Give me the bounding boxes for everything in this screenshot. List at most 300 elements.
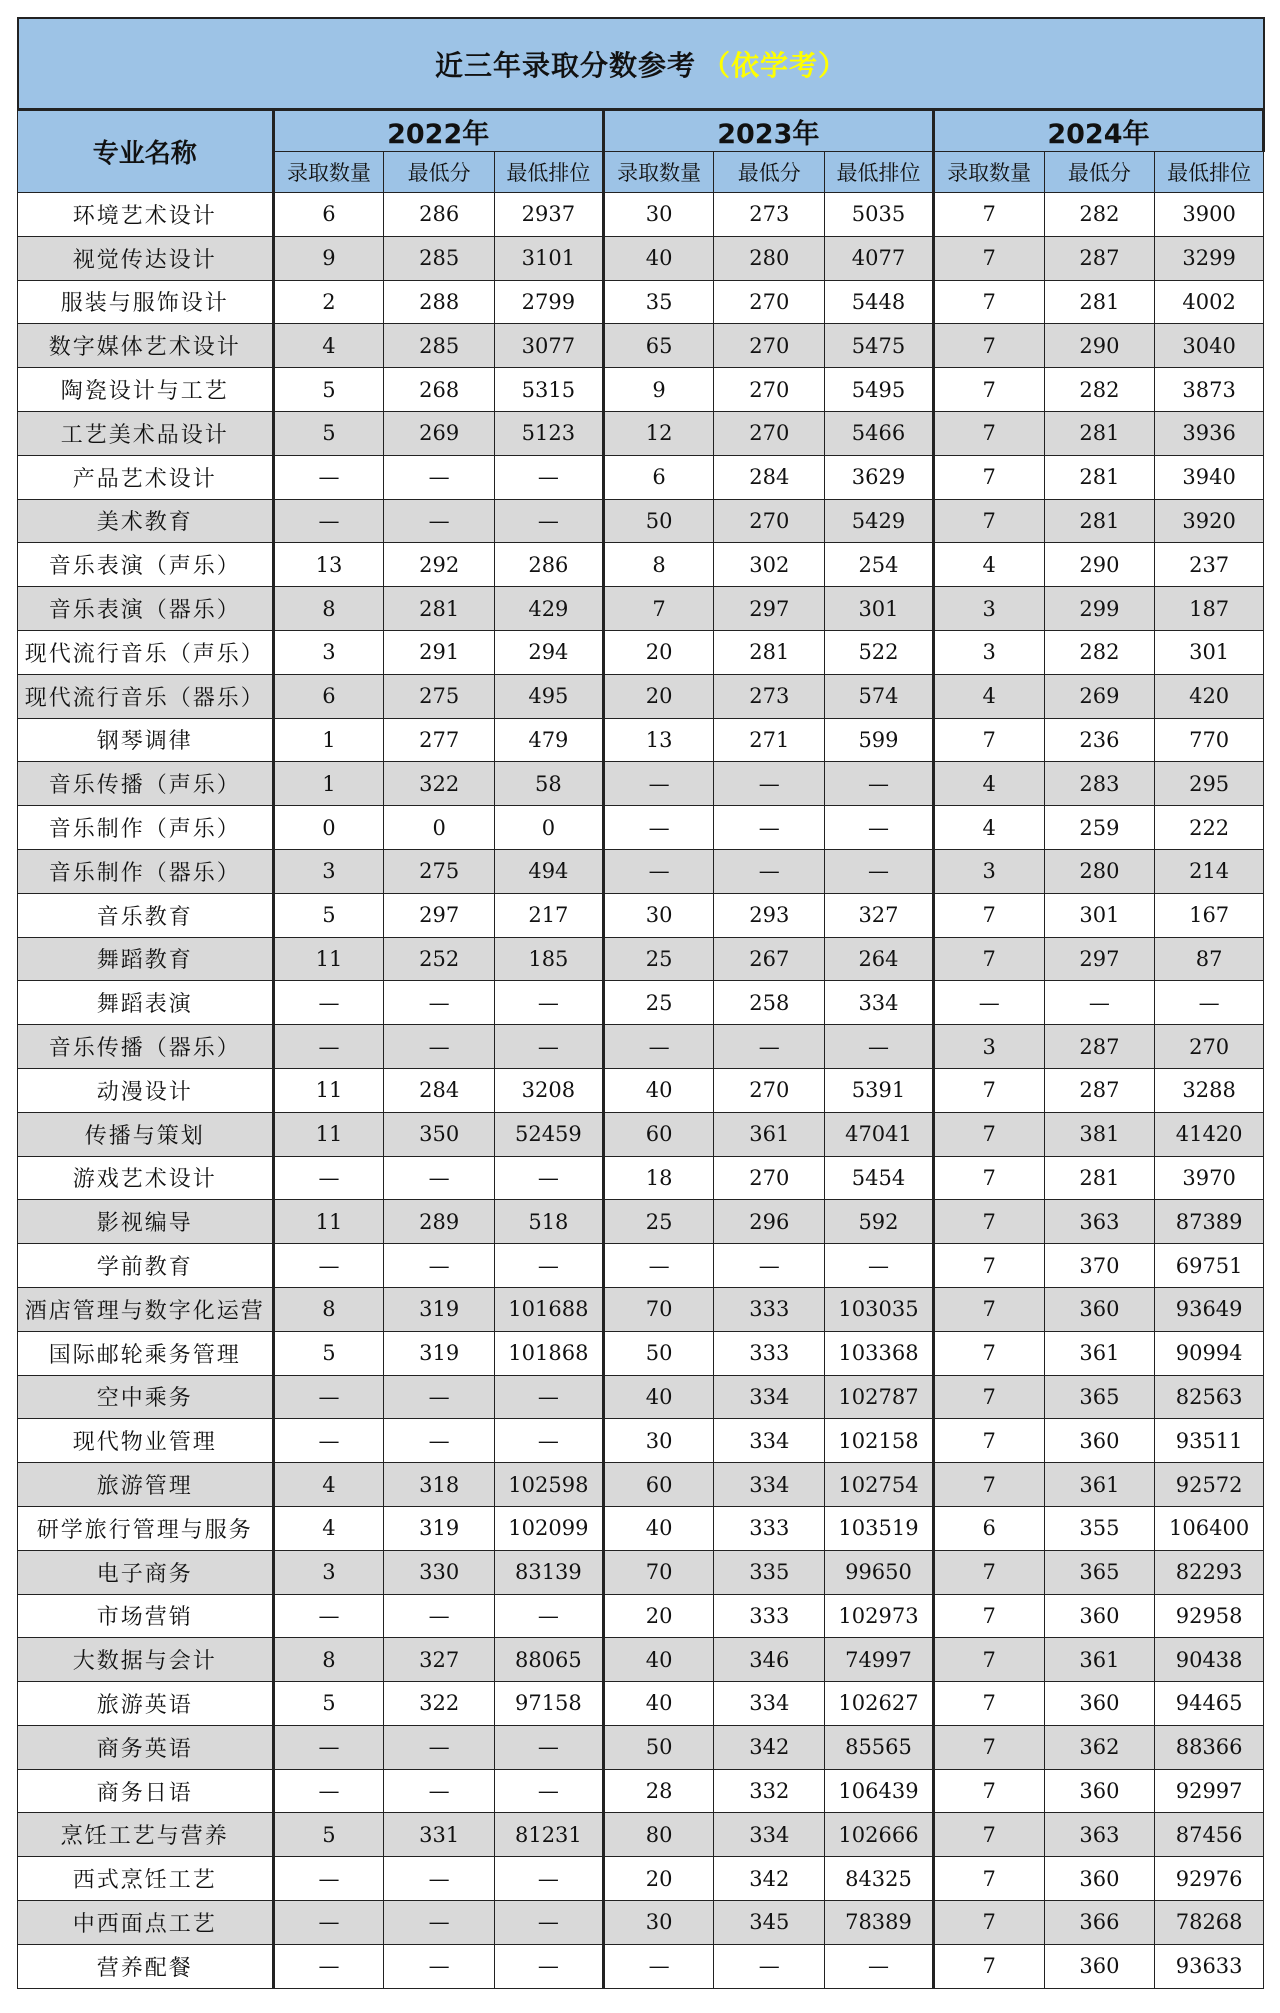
min-rank-2024-cell: 167 <box>1155 893 1264 937</box>
count-2024-cell: 4 <box>933 543 1044 587</box>
min-score-2023-cell: 284 <box>714 455 825 499</box>
min-rank-2024-cell: 270 <box>1155 1025 1264 1069</box>
count-2023-cell: — <box>603 849 714 893</box>
count-2024-cell: 7 <box>933 1857 1044 1901</box>
min-score-2023-cell: — <box>714 1025 825 1069</box>
page-title <box>17 17 1265 110</box>
min-rank-2023-cell: 334 <box>825 981 934 1025</box>
col-header-min-rank: 最低排位 <box>495 152 604 193</box>
min-score-2022-cell: 288 <box>384 280 495 324</box>
min-rank-2023-cell: 102158 <box>825 1419 934 1463</box>
min-score-2024-cell: 361 <box>1044 1638 1155 1682</box>
min-rank-2022-cell: — <box>495 499 604 543</box>
count-2024-cell: 7 <box>933 411 1044 455</box>
min-score-2022-cell: 322 <box>384 762 495 806</box>
min-rank-2023-cell: 99650 <box>825 1550 934 1594</box>
table-row <box>18 1463 1264 1507</box>
min-score-2024-cell: 360 <box>1044 1594 1155 1638</box>
min-score-2022-cell: 277 <box>384 718 495 762</box>
count-2023-cell: 30 <box>603 1901 714 1945</box>
min-score-2022-cell: 285 <box>384 236 495 280</box>
min-rank-2023-cell: 47041 <box>825 1112 934 1156</box>
min-score-2024-cell: 281 <box>1044 455 1155 499</box>
count-2022-cell: — <box>273 1156 384 1200</box>
min-rank-2024-cell: 90994 <box>1155 1331 1264 1375</box>
min-score-2023-cell: 270 <box>714 324 825 368</box>
count-2023-cell: 40 <box>603 1506 714 1550</box>
table-row <box>18 1506 1264 1550</box>
min-score-2023-cell: — <box>714 849 825 893</box>
major-name-cell: 现代流行音乐（器乐） <box>18 674 274 718</box>
count-2024-cell: — <box>933 981 1044 1025</box>
min-score-2022-cell: — <box>384 1725 495 1769</box>
min-rank-2023-cell: 327 <box>825 893 934 937</box>
min-score-2023-cell: 334 <box>714 1813 825 1857</box>
min-rank-2024-cell: 3936 <box>1155 411 1264 455</box>
table-row <box>18 1287 1264 1331</box>
min-rank-2022-cell: — <box>495 1419 604 1463</box>
min-score-2022-cell: — <box>384 1244 495 1288</box>
min-score-2022-cell: 297 <box>384 893 495 937</box>
count-2024-cell: 7 <box>933 324 1044 368</box>
min-score-2024-cell: 283 <box>1044 762 1155 806</box>
min-score-2024-cell: 281 <box>1044 280 1155 324</box>
min-score-2022-cell: 289 <box>384 1200 495 1244</box>
min-score-2023-cell: 297 <box>714 587 825 631</box>
min-rank-2023-cell: 5035 <box>825 193 934 237</box>
min-rank-2022-cell: 2937 <box>495 193 604 237</box>
min-rank-2024-cell: 41420 <box>1155 1112 1264 1156</box>
count-2023-cell: 70 <box>603 1287 714 1331</box>
min-score-2022-cell: 286 <box>384 193 495 237</box>
count-2024-cell: 3 <box>933 1025 1044 1069</box>
min-rank-2022-cell: 0 <box>495 806 604 850</box>
count-2023-cell: 20 <box>603 1594 714 1638</box>
count-2024-cell: 7 <box>933 368 1044 412</box>
table-row <box>18 324 1264 368</box>
min-score-2022-cell: — <box>384 1156 495 1200</box>
count-2022-cell: — <box>273 1244 384 1288</box>
min-rank-2024-cell: 3299 <box>1155 236 1264 280</box>
min-score-2023-cell: 270 <box>714 499 825 543</box>
count-2023-cell: 20 <box>603 630 714 674</box>
min-score-2023-cell: 273 <box>714 674 825 718</box>
major-name-cell: 现代物业管理 <box>18 1419 274 1463</box>
min-score-2023-cell: 281 <box>714 630 825 674</box>
count-2022-cell: 11 <box>273 1200 384 1244</box>
min-rank-2022-cell: — <box>495 455 604 499</box>
min-rank-2023-cell: 5429 <box>825 499 934 543</box>
min-rank-2022-cell: 102099 <box>495 1506 604 1550</box>
min-rank-2023-cell: 5466 <box>825 411 934 455</box>
count-2023-cell: 20 <box>603 674 714 718</box>
min-score-2023-cell: 342 <box>714 1725 825 1769</box>
major-name-cell: 影视编导 <box>18 1200 274 1244</box>
min-rank-2024-cell: 87456 <box>1155 1813 1264 1857</box>
min-rank-2024-cell: 93511 <box>1155 1419 1264 1463</box>
min-rank-2023-cell: — <box>825 1244 934 1288</box>
count-2022-cell: 2 <box>273 280 384 324</box>
count-2022-cell: — <box>273 1375 384 1419</box>
count-2023-cell: — <box>603 1944 714 1988</box>
min-rank-2024-cell: 3940 <box>1155 455 1264 499</box>
col-header-min-score: 最低分 <box>714 152 825 193</box>
count-2024-cell: 7 <box>933 1375 1044 1419</box>
table-row <box>18 280 1264 324</box>
table-row <box>18 543 1264 587</box>
min-score-2024-cell: 361 <box>1044 1331 1155 1375</box>
min-score-2023-cell: 270 <box>714 1156 825 1200</box>
table-row <box>18 806 1264 850</box>
count-2023-cell: 50 <box>603 499 714 543</box>
count-2024-cell: 7 <box>933 1813 1044 1857</box>
count-2024-cell: 7 <box>933 1156 1044 1200</box>
min-rank-2024-cell: 4002 <box>1155 280 1264 324</box>
min-rank-2022-cell: 101868 <box>495 1331 604 1375</box>
min-rank-2024-cell: 87389 <box>1155 1200 1264 1244</box>
min-rank-2023-cell: 522 <box>825 630 934 674</box>
min-rank-2024-cell: 87 <box>1155 937 1264 981</box>
table-row <box>18 1331 1264 1375</box>
min-score-2023-cell: 267 <box>714 937 825 981</box>
min-rank-2022-cell: 101688 <box>495 1287 604 1331</box>
min-score-2023-cell: 334 <box>714 1682 825 1726</box>
count-2024-cell: 7 <box>933 1550 1044 1594</box>
count-2022-cell: — <box>273 455 384 499</box>
min-score-2022-cell: — <box>384 1375 495 1419</box>
count-2024-cell: 7 <box>933 1463 1044 1507</box>
major-name-cell: 空中乘务 <box>18 1375 274 1419</box>
count-2024-cell: 7 <box>933 1769 1044 1813</box>
min-score-2022-cell: 292 <box>384 543 495 587</box>
major-name-cell: 环境艺术设计 <box>18 193 274 237</box>
min-score-2024-cell: 360 <box>1044 1682 1155 1726</box>
count-2022-cell: 8 <box>273 587 384 631</box>
min-rank-2023-cell: 102973 <box>825 1594 934 1638</box>
min-score-2022-cell: 269 <box>384 411 495 455</box>
min-rank-2022-cell: — <box>495 1025 604 1069</box>
count-2023-cell: — <box>603 806 714 850</box>
min-score-2024-cell: 282 <box>1044 368 1155 412</box>
min-score-2024-cell: 259 <box>1044 806 1155 850</box>
count-2023-cell: 30 <box>603 893 714 937</box>
major-name-cell: 营养配餐 <box>18 1944 274 1988</box>
major-name-cell: 服装与服饰设计 <box>18 280 274 324</box>
min-score-2024-cell: 287 <box>1044 1068 1155 1112</box>
count-2023-cell: 28 <box>603 1769 714 1813</box>
col-header-count: 录取数量 <box>603 152 714 193</box>
count-2023-cell: 30 <box>603 193 714 237</box>
min-rank-2022-cell: 3208 <box>495 1068 604 1112</box>
min-rank-2023-cell: 4077 <box>825 236 934 280</box>
min-rank-2022-cell: 88065 <box>495 1638 604 1682</box>
min-rank-2023-cell: 264 <box>825 937 934 981</box>
title-text: 近三年录取分数参考 <box>434 48 696 82</box>
count-2022-cell: 1 <box>273 718 384 762</box>
min-rank-2022-cell: — <box>495 1857 604 1901</box>
min-rank-2022-cell: 83139 <box>495 1550 604 1594</box>
table-row <box>18 1375 1264 1419</box>
major-name-cell: 旅游管理 <box>18 1463 274 1507</box>
table-row <box>18 368 1264 412</box>
count-2022-cell: — <box>273 1857 384 1901</box>
min-rank-2023-cell: 254 <box>825 543 934 587</box>
min-score-2023-cell: 280 <box>714 236 825 280</box>
min-rank-2023-cell: 592 <box>825 1200 934 1244</box>
count-2024-cell: 4 <box>933 762 1044 806</box>
table-row <box>18 762 1264 806</box>
min-score-2023-cell: 302 <box>714 543 825 587</box>
min-score-2022-cell: 327 <box>384 1638 495 1682</box>
min-rank-2022-cell: 495 <box>495 674 604 718</box>
min-score-2022-cell: 285 <box>384 324 495 368</box>
count-2023-cell: 35 <box>603 280 714 324</box>
min-score-2023-cell: 332 <box>714 1769 825 1813</box>
min-rank-2024-cell: — <box>1155 981 1264 1025</box>
count-2024-cell: 7 <box>933 1200 1044 1244</box>
min-rank-2023-cell: 3629 <box>825 455 934 499</box>
count-2023-cell: 25 <box>603 937 714 981</box>
min-score-2023-cell: 345 <box>714 1901 825 1945</box>
min-score-2024-cell: 282 <box>1044 193 1155 237</box>
major-name-cell: 钢琴调律 <box>18 718 274 762</box>
min-score-2023-cell: 273 <box>714 193 825 237</box>
min-score-2023-cell: 270 <box>714 411 825 455</box>
table-row <box>18 1068 1264 1112</box>
min-score-2024-cell: 360 <box>1044 1857 1155 1901</box>
min-rank-2024-cell: 214 <box>1155 849 1264 893</box>
col-header-count: 录取数量 <box>273 152 384 193</box>
min-rank-2023-cell: 574 <box>825 674 934 718</box>
min-rank-2023-cell: 103519 <box>825 1506 934 1550</box>
count-2024-cell: 7 <box>933 193 1044 237</box>
min-score-2022-cell: 319 <box>384 1287 495 1331</box>
year-header-row <box>18 111 1264 152</box>
table-row <box>18 1244 1264 1288</box>
count-2024-cell: 7 <box>933 499 1044 543</box>
min-rank-2022-cell: 3101 <box>495 236 604 280</box>
count-2023-cell: 25 <box>603 1200 714 1244</box>
col-header-min-score: 最低分 <box>384 152 495 193</box>
count-2022-cell: 5 <box>273 1813 384 1857</box>
major-name-cell: 音乐传播（声乐） <box>18 762 274 806</box>
major-name-cell: 国际邮轮乘务管理 <box>18 1331 274 1375</box>
min-score-2024-cell: 360 <box>1044 1769 1155 1813</box>
min-rank-2024-cell: 237 <box>1155 543 1264 587</box>
min-score-2024-cell: 297 <box>1044 937 1155 981</box>
min-rank-2022-cell: 479 <box>495 718 604 762</box>
table-row <box>18 193 1264 237</box>
min-rank-2022-cell: 5315 <box>495 368 604 412</box>
table-row <box>18 1944 1264 1988</box>
count-2022-cell: — <box>273 1025 384 1069</box>
min-rank-2022-cell: 52459 <box>495 1112 604 1156</box>
min-score-2022-cell: 268 <box>384 368 495 412</box>
count-2023-cell: 6 <box>603 455 714 499</box>
min-score-2023-cell: — <box>714 1944 825 1988</box>
min-score-2024-cell: 360 <box>1044 1944 1155 1988</box>
table-row <box>18 718 1264 762</box>
min-score-2024-cell: 290 <box>1044 543 1155 587</box>
min-rank-2024-cell: 222 <box>1155 806 1264 850</box>
count-2024-cell: 4 <box>933 674 1044 718</box>
count-2023-cell: 18 <box>603 1156 714 1200</box>
count-2022-cell: 6 <box>273 674 384 718</box>
min-rank-2022-cell: — <box>495 1244 604 1288</box>
min-rank-2024-cell: 770 <box>1155 718 1264 762</box>
min-score-2022-cell: — <box>384 1025 495 1069</box>
count-2023-cell: 30 <box>603 1419 714 1463</box>
count-2022-cell: 8 <box>273 1287 384 1331</box>
min-score-2023-cell: 333 <box>714 1287 825 1331</box>
min-rank-2024-cell: 88366 <box>1155 1725 1264 1769</box>
major-name-cell: 大数据与会计 <box>18 1638 274 1682</box>
count-2023-cell: 8 <box>603 543 714 587</box>
min-score-2024-cell: 355 <box>1044 1506 1155 1550</box>
min-rank-2022-cell: 102598 <box>495 1463 604 1507</box>
table-row <box>18 937 1264 981</box>
count-2022-cell: — <box>273 499 384 543</box>
major-name-cell: 音乐表演（声乐） <box>18 543 274 587</box>
count-2024-cell: 7 <box>933 280 1044 324</box>
table-row <box>18 1638 1264 1682</box>
col-header-count: 录取数量 <box>933 152 1044 193</box>
table-row <box>18 1594 1264 1638</box>
major-name-cell: 游戏艺术设计 <box>18 1156 274 1200</box>
count-2024-cell: 7 <box>933 1682 1044 1726</box>
min-score-2022-cell: 0 <box>384 806 495 850</box>
min-rank-2022-cell: — <box>495 1901 604 1945</box>
major-name-cell: 动漫设计 <box>18 1068 274 1112</box>
count-2022-cell: — <box>273 1594 384 1638</box>
min-rank-2023-cell: 103035 <box>825 1287 934 1331</box>
min-score-2022-cell: 275 <box>384 674 495 718</box>
min-score-2024-cell: 290 <box>1044 324 1155 368</box>
min-score-2023-cell: 342 <box>714 1857 825 1901</box>
min-score-2022-cell: 284 <box>384 1068 495 1112</box>
count-2022-cell: 11 <box>273 1112 384 1156</box>
min-score-2022-cell: 318 <box>384 1463 495 1507</box>
count-2022-cell: 5 <box>273 893 384 937</box>
table-row <box>18 1112 1264 1156</box>
count-2023-cell: 9 <box>603 368 714 412</box>
min-score-2022-cell: 350 <box>384 1112 495 1156</box>
min-rank-2023-cell: 74997 <box>825 1638 934 1682</box>
min-score-2022-cell: — <box>384 1594 495 1638</box>
min-score-2024-cell: 287 <box>1044 236 1155 280</box>
min-rank-2023-cell: — <box>825 1025 934 1069</box>
min-rank-2022-cell: 294 <box>495 630 604 674</box>
min-score-2024-cell: 282 <box>1044 630 1155 674</box>
count-2024-cell: 3 <box>933 630 1044 674</box>
min-rank-2022-cell: 81231 <box>495 1813 604 1857</box>
major-name-cell: 舞蹈表演 <box>18 981 274 1025</box>
min-rank-2023-cell: 5454 <box>825 1156 934 1200</box>
min-rank-2022-cell: 494 <box>495 849 604 893</box>
min-score-2022-cell: — <box>384 1769 495 1813</box>
min-score-2023-cell: — <box>714 762 825 806</box>
count-2023-cell: 60 <box>603 1112 714 1156</box>
min-rank-2022-cell: 3077 <box>495 324 604 368</box>
count-2024-cell: 7 <box>933 1331 1044 1375</box>
count-2023-cell: 40 <box>603 1375 714 1419</box>
min-rank-2024-cell: 90438 <box>1155 1638 1264 1682</box>
count-2023-cell: 65 <box>603 324 714 368</box>
min-score-2022-cell: 281 <box>384 587 495 631</box>
table-row <box>18 1901 1264 1945</box>
table-row <box>18 1857 1264 1901</box>
min-rank-2022-cell: 429 <box>495 587 604 631</box>
min-rank-2022-cell: — <box>495 1725 604 1769</box>
min-score-2024-cell: 360 <box>1044 1287 1155 1331</box>
major-name-cell: 中西面点工艺 <box>18 1901 274 1945</box>
min-rank-2024-cell: 3920 <box>1155 499 1264 543</box>
count-2022-cell: 13 <box>273 543 384 587</box>
count-2024-cell: 3 <box>933 587 1044 631</box>
min-score-2023-cell: 333 <box>714 1331 825 1375</box>
min-rank-2022-cell: 2799 <box>495 280 604 324</box>
min-rank-2024-cell: 3900 <box>1155 193 1264 237</box>
min-rank-2022-cell: 5123 <box>495 411 604 455</box>
count-2023-cell: 80 <box>603 1813 714 1857</box>
year-header-2023: 2023年 <box>603 111 933 152</box>
table-row <box>18 849 1264 893</box>
count-2022-cell: — <box>273 981 384 1025</box>
min-score-2022-cell: 291 <box>384 630 495 674</box>
major-name-cell: 视觉传达设计 <box>18 236 274 280</box>
min-score-2024-cell: 363 <box>1044 1200 1155 1244</box>
count-2024-cell: 7 <box>933 1638 1044 1682</box>
count-2022-cell: 4 <box>273 1506 384 1550</box>
min-score-2023-cell: 346 <box>714 1638 825 1682</box>
min-rank-2023-cell: 102627 <box>825 1682 934 1726</box>
count-2024-cell: 7 <box>933 718 1044 762</box>
count-2023-cell: 12 <box>603 411 714 455</box>
major-name-cell: 数字媒体艺术设计 <box>18 324 274 368</box>
min-score-2022-cell: — <box>384 499 495 543</box>
year-header-2022: 2022年 <box>273 111 603 152</box>
min-rank-2024-cell: 82563 <box>1155 1375 1264 1419</box>
count-2023-cell: 7 <box>603 587 714 631</box>
major-name-cell: 研学旅行管理与服务 <box>18 1506 274 1550</box>
count-2022-cell: 3 <box>273 849 384 893</box>
count-2022-cell: 4 <box>273 1463 384 1507</box>
count-2022-cell: 11 <box>273 937 384 981</box>
score-table <box>17 110 1265 1989</box>
count-2022-cell: 11 <box>273 1068 384 1112</box>
min-rank-2024-cell: 295 <box>1155 762 1264 806</box>
major-name-cell: 传播与策划 <box>18 1112 274 1156</box>
table-row <box>18 674 1264 718</box>
min-score-2023-cell: 270 <box>714 280 825 324</box>
count-2022-cell: — <box>273 1944 384 1988</box>
min-score-2024-cell: 281 <box>1044 1156 1155 1200</box>
min-rank-2023-cell: — <box>825 762 934 806</box>
min-rank-2024-cell: 69751 <box>1155 1244 1264 1288</box>
count-2022-cell: 3 <box>273 630 384 674</box>
count-2022-cell: 5 <box>273 411 384 455</box>
min-score-2023-cell: 270 <box>714 368 825 412</box>
min-score-2024-cell: 287 <box>1044 1025 1155 1069</box>
min-score-2023-cell: 333 <box>714 1594 825 1638</box>
min-rank-2023-cell: 5495 <box>825 368 934 412</box>
min-rank-2023-cell: 102754 <box>825 1463 934 1507</box>
count-2022-cell: 5 <box>273 1331 384 1375</box>
count-2024-cell: 4 <box>933 806 1044 850</box>
major-name-cell: 酒店管理与数字化运营 <box>18 1287 274 1331</box>
table-row <box>18 630 1264 674</box>
count-2023-cell: — <box>603 762 714 806</box>
